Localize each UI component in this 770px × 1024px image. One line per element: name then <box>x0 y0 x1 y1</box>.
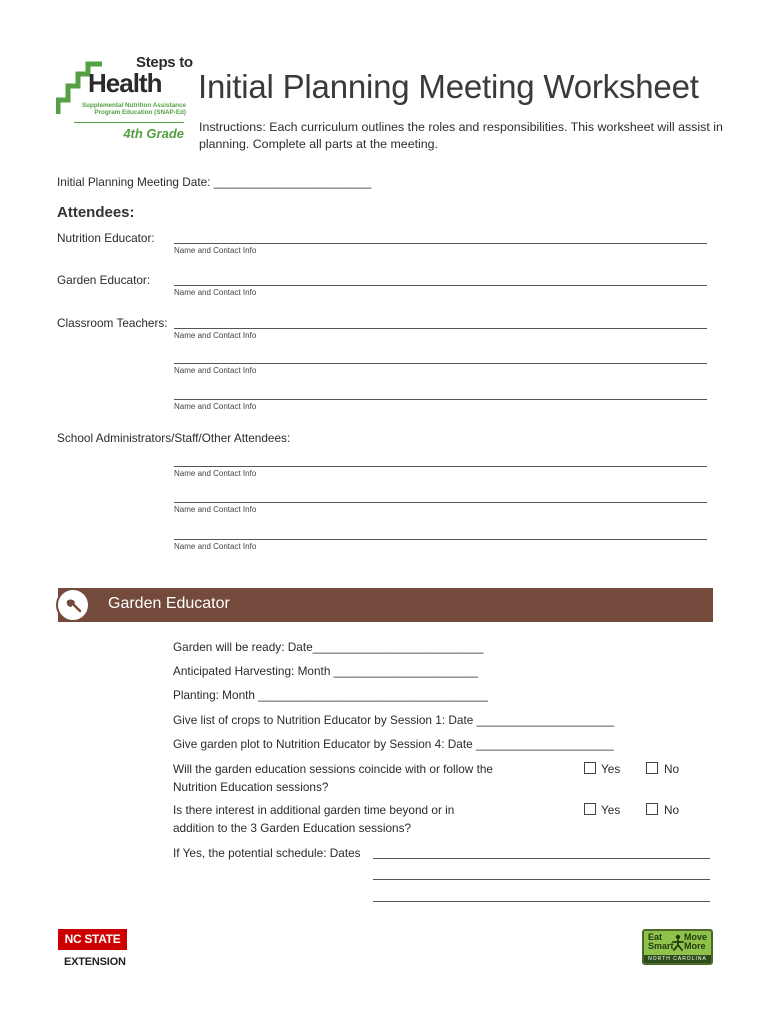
question-interest-line2: addition to the 3 Garden Education sessions? <box>173 821 412 835</box>
planting-month-field[interactable]: Planting: Month ___________________________________ <box>173 688 488 702</box>
q1-yes-checkbox[interactable] <box>584 762 596 774</box>
attendees-heading: Attendees: <box>57 204 135 221</box>
nutrition-educator-label: Nutrition Educator: <box>57 231 155 245</box>
meeting-date-blank: ________________________ <box>213 175 372 189</box>
name-contact-caption: Name and Contact Info <box>174 469 257 478</box>
garden-educator-line[interactable] <box>174 285 707 286</box>
q1-no-label: No <box>664 762 680 776</box>
schedule-line-1[interactable] <box>373 858 710 859</box>
name-contact-caption: Name and Contact Info <box>174 402 257 411</box>
logo-steps-text: Steps to <box>136 54 193 71</box>
page-title: Initial Planning Meeting Worksheet <box>198 68 699 105</box>
garden-plot-date-field[interactable]: Give garden plot to Nutrition Educator by Session 4: Date _____________________ <box>173 737 614 751</box>
school-admins-label: School Administrators/Staff/Other Attendees: <box>57 431 291 445</box>
q2-yes-label: Yes <box>601 803 621 817</box>
classroom-teacher-line-3[interactable] <box>174 399 707 400</box>
extension-text: EXTENSION <box>64 956 126 968</box>
trowel-icon <box>62 594 84 616</box>
instructions-text: Instructions: Each curriculum outlines the roles and responsibilities. This worksheet will assist in planning. Complete all parts at the meeting. <box>199 120 723 151</box>
meeting-date-field[interactable] <box>57 175 371 189</box>
grade-label: 4th Grade <box>123 126 184 141</box>
harvesting-month-field[interactable]: Anticipated Harvesting: Month ______________________ <box>173 664 478 678</box>
classroom-teacher-line-1[interactable] <box>174 328 707 329</box>
esmm-eat: Eat <box>648 932 663 942</box>
other-attendee-line-2[interactable] <box>174 502 707 503</box>
q1-no-checkbox[interactable] <box>646 762 658 774</box>
esmm-more: More <box>684 941 706 951</box>
garden-ready-date-field[interactable]: Garden will be ready: Date__________________________ <box>173 640 484 654</box>
question-coincide-line1: Will the garden education sessions coincide with or follow the <box>173 762 493 776</box>
banner-icon-circle <box>56 588 90 622</box>
garden-educator-heading: Garden Educator <box>108 595 230 612</box>
logo-health-text: Health <box>88 68 162 98</box>
question-coincide-line2: Nutrition Education sessions? <box>173 780 329 794</box>
eat-smart-move-more-logo <box>642 929 713 965</box>
logo-subtitle <box>56 102 186 116</box>
logo-subtitle-line1: Supplemental Nutrition Assistance <box>81 102 186 109</box>
schedule-line-2[interactable] <box>373 879 710 880</box>
schedule-label: If Yes, the potential schedule: Dates <box>173 846 361 860</box>
logo-divider <box>74 122 184 123</box>
classroom-teachers-label: Classroom Teachers: <box>57 316 168 330</box>
other-attendee-line-1[interactable] <box>174 466 707 467</box>
name-contact-caption: Name and Contact Info <box>174 331 257 340</box>
q2-no-label: No <box>664 803 680 817</box>
esmm-smart: Smart <box>648 941 674 951</box>
esmm-move: Move <box>684 932 708 942</box>
running-figure-icon <box>672 934 684 952</box>
esmm-eat-smart <box>648 933 674 951</box>
crops-list-date-field[interactable]: Give list of crops to Nutrition Educator by Session 1: Date _____________________ <box>173 713 615 727</box>
q1-yes-label: Yes <box>601 762 621 776</box>
steps-to-health-logo <box>56 54 193 146</box>
name-contact-caption: Name and Contact Info <box>174 366 257 375</box>
name-contact-caption: Name and Contact Info <box>174 246 257 255</box>
nutrition-educator-line[interactable] <box>174 243 707 244</box>
logo-subtitle-line2: Program Education (SNAP-Ed) <box>94 109 186 116</box>
q2-no-checkbox[interactable] <box>646 803 658 815</box>
q2-yes-checkbox[interactable] <box>584 803 596 815</box>
question-interest-line1: Is there interest in additional garden time beyond or in <box>173 803 455 817</box>
name-contact-caption: Name and Contact Info <box>174 542 257 551</box>
name-contact-caption: Name and Contact Info <box>174 288 257 297</box>
esmm-move-more <box>684 933 707 951</box>
other-attendee-line-3[interactable] <box>174 539 707 540</box>
name-contact-caption: Name and Contact Info <box>174 505 257 514</box>
esmm-north-carolina: NORTH CAROLINA <box>644 955 711 963</box>
schedule-line-3[interactable] <box>373 901 710 902</box>
meeting-date-label: Initial Planning Meeting Date: <box>57 175 211 189</box>
garden-educator-label: Garden Educator: <box>57 273 151 287</box>
nc-state-logo-text: NC STATE <box>64 932 121 946</box>
classroom-teacher-line-2[interactable] <box>174 363 707 364</box>
